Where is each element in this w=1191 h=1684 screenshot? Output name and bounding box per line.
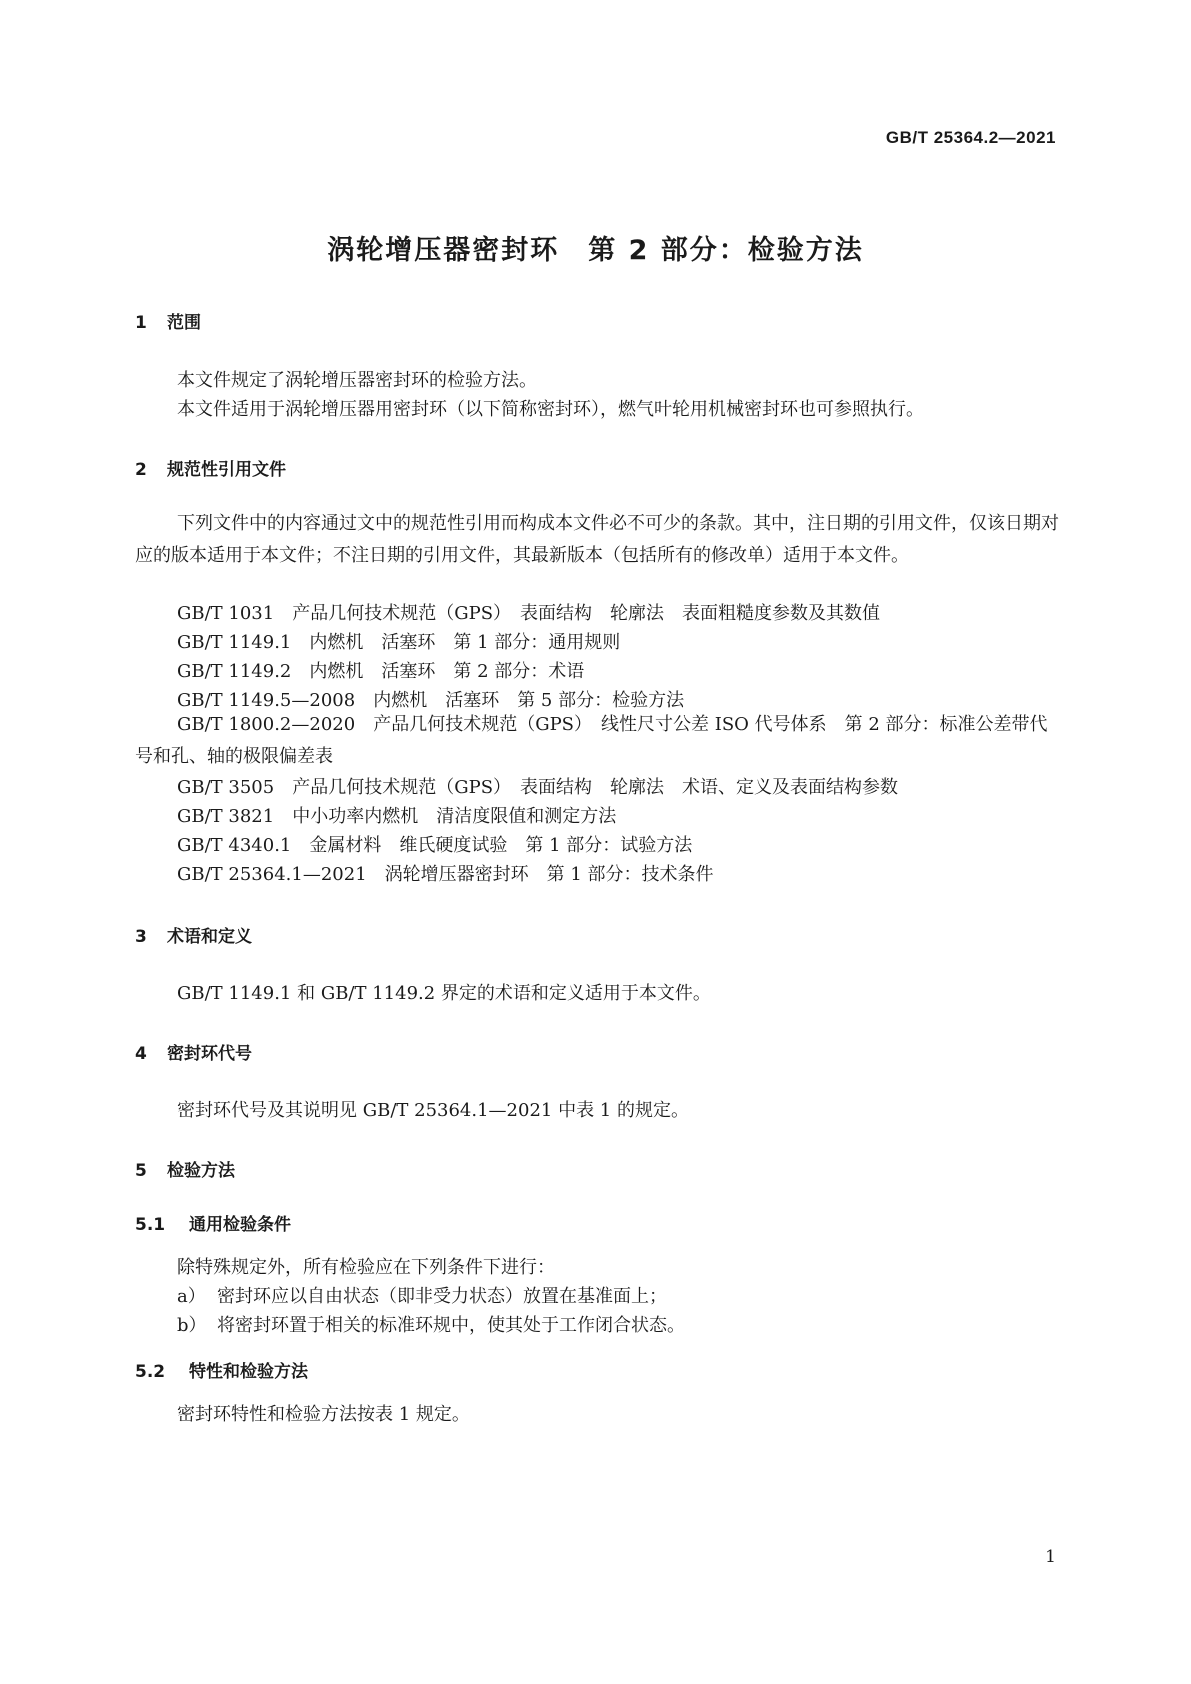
characteristics-paragraph: 密封环特性和检验方法按表 1 规定。 (177, 1404, 470, 1425)
section-number: 4 (135, 1044, 147, 1064)
section-3-heading (135, 922, 252, 947)
intro-text: 下列文件中的内容通过文中的规范性引用而构成本文件必不可少的条款。其中，注日期的引用文件，仅该日期对应的版本适用于本文件；不注日期的引用文件，其最新版本（包括所有的修改单）适用于本文件。 (135, 513, 1059, 566)
list-marker: b） (177, 1315, 207, 1336)
list-marker: a） (177, 1286, 206, 1307)
section-number: 2 (135, 460, 147, 480)
conditions-intro: 除特殊规定外，所有检验应在下列条件下进行： (177, 1257, 555, 1278)
terms-paragraph: GB/T 1149.1 和 GB/T 1149.2 界定的术语和定义适用于本文件。 (177, 983, 711, 1004)
reference-item: GB/T 3505 产品几何技术规范（GPS） 表面结构 轮廓法 术语、定义及表面结构参数 (177, 777, 899, 798)
reference-item: GB/T 3821 中小功率内燃机 清洁度限值和测定方法 (177, 806, 617, 827)
section-number: 5.2 (135, 1362, 166, 1382)
section-title: 通用检验条件 (189, 1215, 291, 1235)
section-1-heading (135, 308, 201, 333)
reference-item: GB/T 1031 产品几何技术规范（GPS） 表面结构 轮廓法 表面粗糙度参数及其数值 (177, 603, 881, 624)
reference-text: GB/T 1800.2—2020 产品几何技术规范（GPS） 线性尺寸公差 ISO 代号体系 第 2 部分：标准公差带代号和孔、轴的极限偏差表 (135, 714, 1048, 767)
section-2-heading (135, 455, 286, 480)
section-5-heading (135, 1156, 235, 1181)
reference-item: GB/T 1149.5—2008 内燃机 活塞环 第 5 部分：检验方法 (177, 690, 685, 711)
section-number: 5 (135, 1161, 147, 1181)
section-4-heading (135, 1039, 252, 1064)
section-title: 规范性引用文件 (167, 460, 286, 480)
section-5-1-heading (135, 1210, 291, 1235)
section-number: 3 (135, 927, 147, 947)
list-text: 将密封环置于相关的标准环规中，使其处于工作闭合状态。 (217, 1315, 685, 1336)
reference-item-wrapped (135, 709, 1061, 772)
list-item (177, 1311, 685, 1337)
section-title: 术语和定义 (167, 927, 252, 947)
section-number: 1 (135, 313, 147, 333)
normative-references-intro (135, 508, 1061, 571)
list-item (177, 1282, 667, 1308)
section-title: 范围 (167, 313, 201, 333)
section-5-2-heading (135, 1357, 308, 1382)
scope-paragraph-1: 本文件规定了涡轮增压器密封环的检验方法。 (177, 370, 537, 391)
page-number: 1 (1045, 1547, 1056, 1567)
reference-item: GB/T 4340.1 金属材料 维氏硬度试验 第 1 部分：试验方法 (177, 835, 693, 856)
code-paragraph: 密封环代号及其说明见 GB/T 25364.1—2021 中表 1 的规定。 (177, 1100, 689, 1121)
standard-code: GB/T 25364.2—2021 (885, 128, 1056, 147)
reference-item: GB/T 1149.2 内燃机 活塞环 第 2 部分：术语 (177, 661, 585, 682)
scope-paragraph-2: 本文件适用于涡轮增压器用密封环（以下简称密封环），燃气叶轮用机械密封环也可参照执行。 (177, 399, 924, 420)
reference-item: GB/T 25364.1—2021 涡轮增压器密封环 第 1 部分：技术条件 (177, 864, 714, 885)
section-title: 密封环代号 (167, 1044, 252, 1064)
document-title: 涡轮增压器密封环 第 2 部分：检验方法 (327, 235, 864, 266)
reference-item: GB/T 1149.1 内燃机 活塞环 第 1 部分：通用规则 (177, 632, 621, 653)
section-title: 检验方法 (167, 1161, 235, 1181)
section-title: 特性和检验方法 (189, 1362, 308, 1382)
section-number: 5.1 (135, 1215, 166, 1235)
list-text: 密封环应以自由状态（即非受力状态）放置在基准面上； (217, 1286, 667, 1307)
